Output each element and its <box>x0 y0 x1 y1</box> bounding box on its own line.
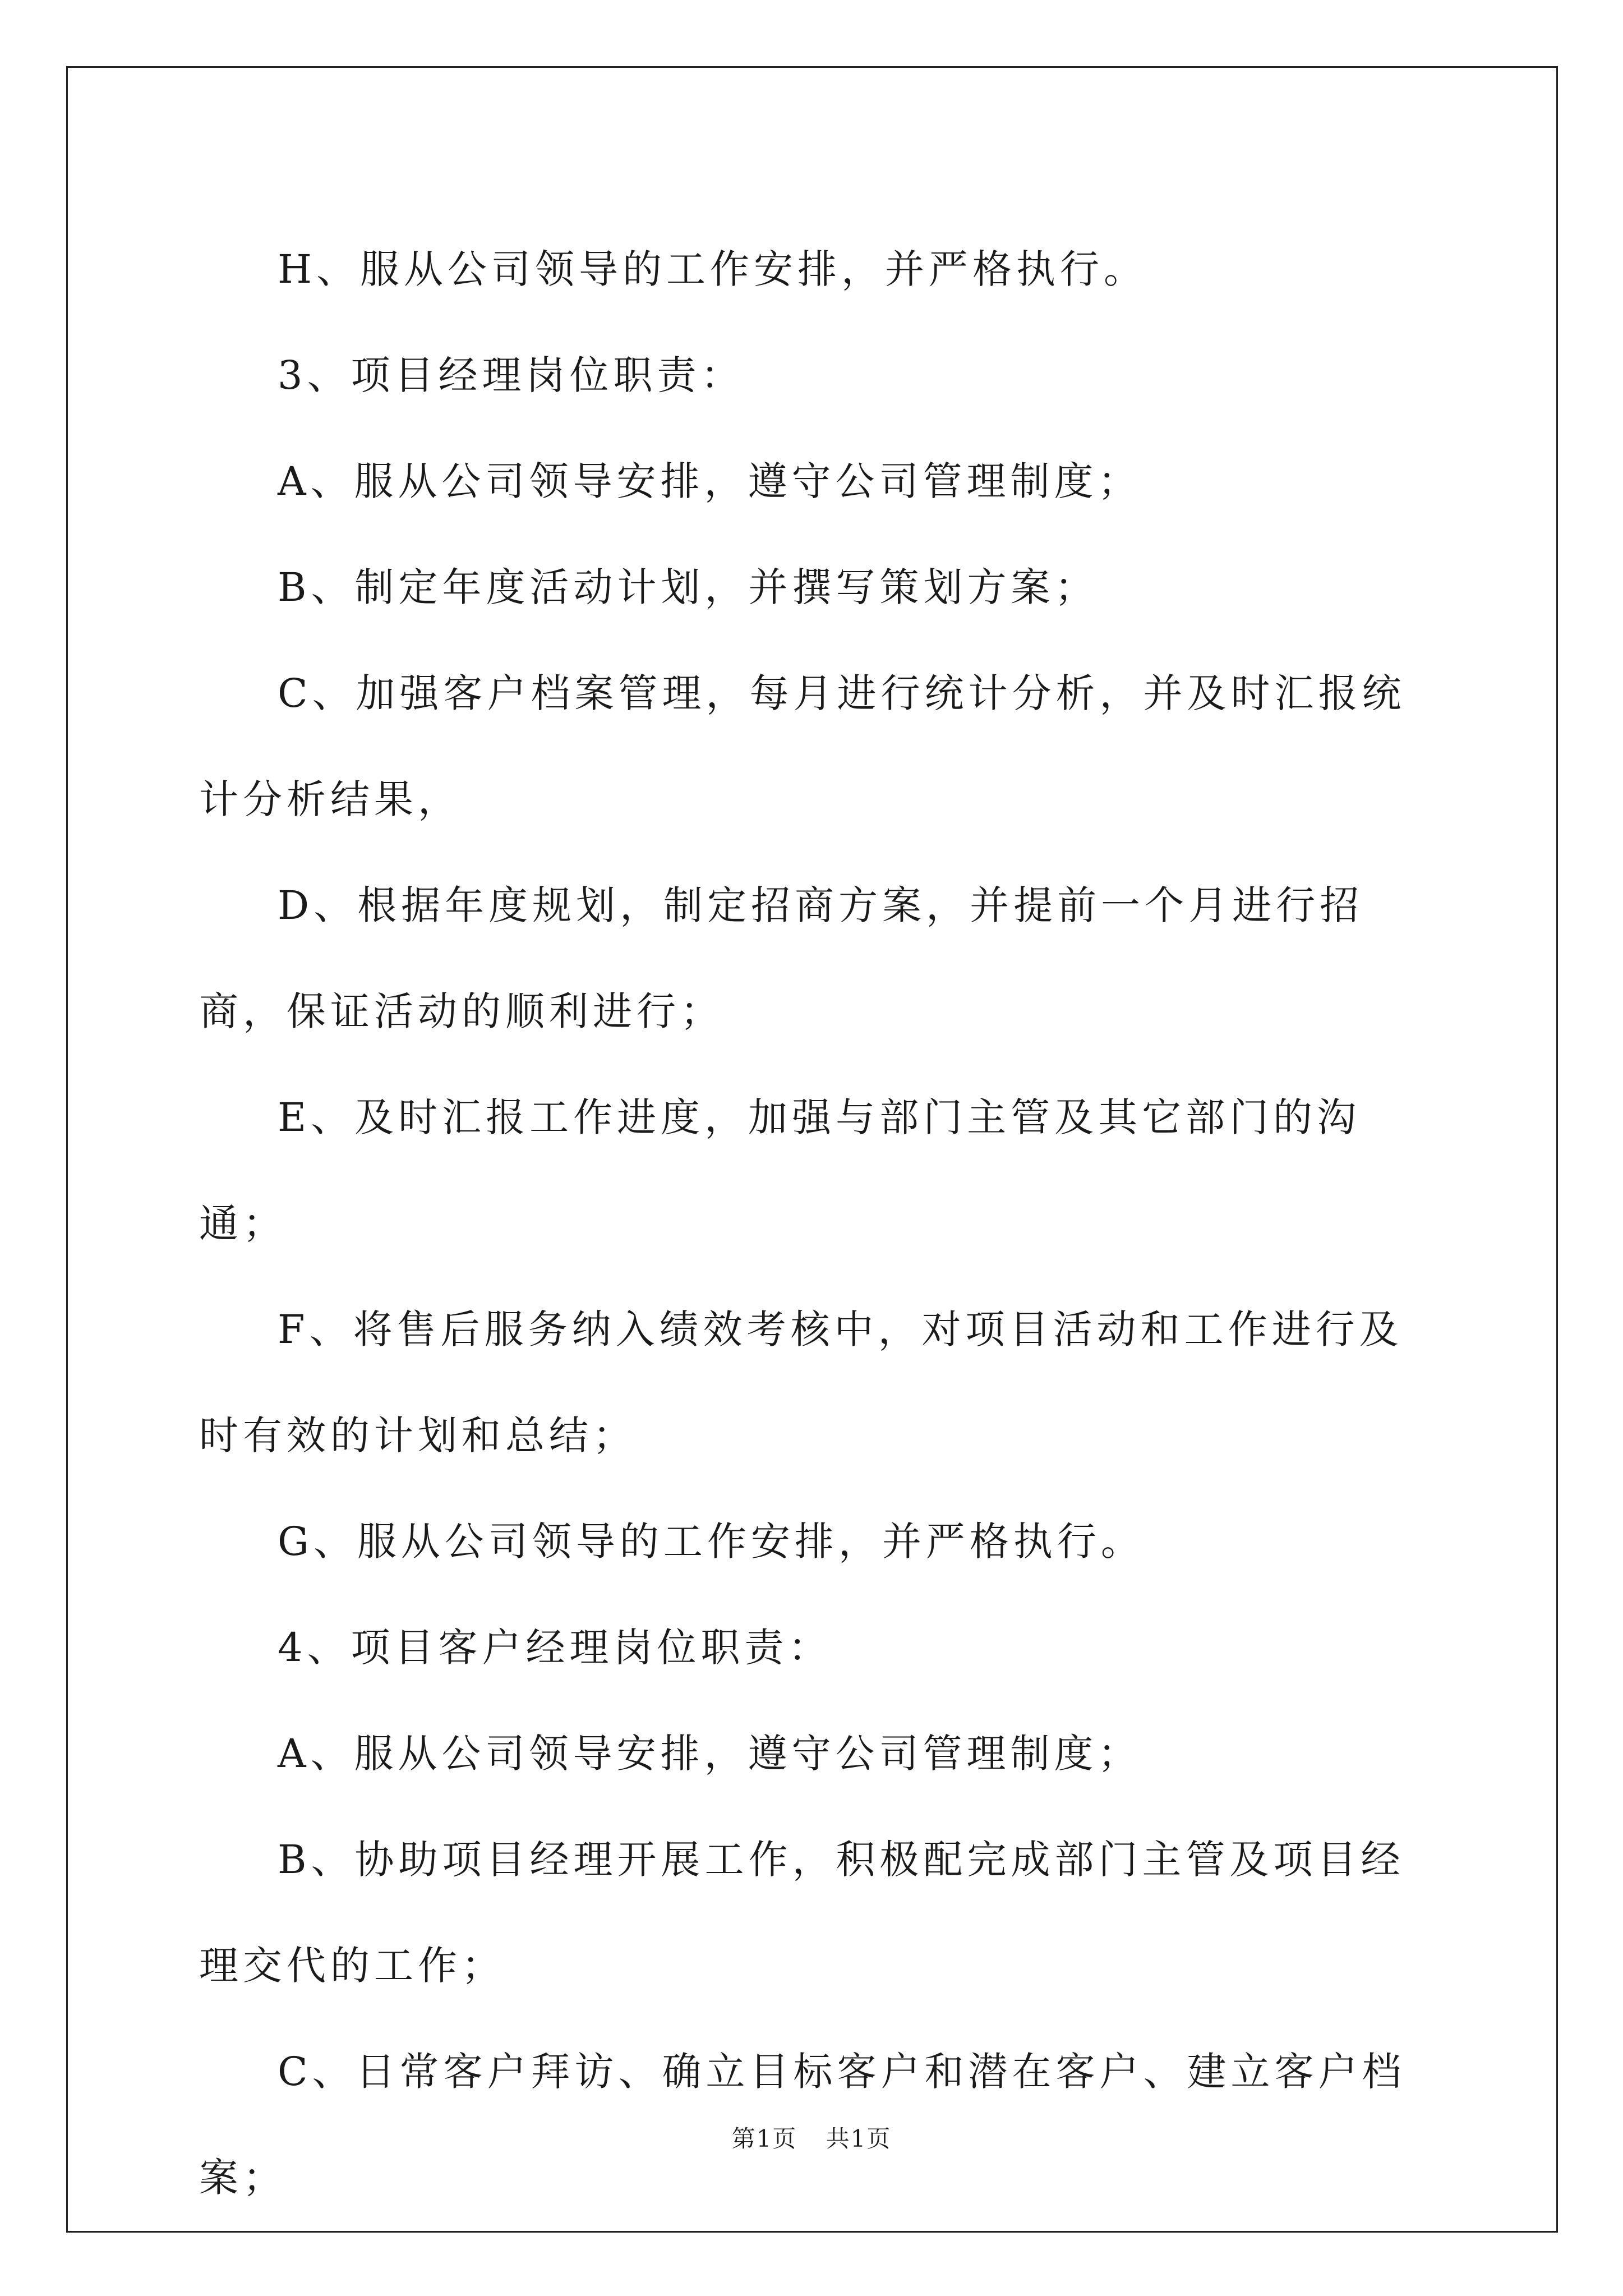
page-number: 第1页 <box>731 2125 797 2152</box>
paragraph: C、加强客户档案管理，每月进行统计分析，并及时汇报统计分析结果， <box>199 670 1406 822</box>
paragraph: B、制定年度活动计划，并撰写策划方案； <box>278 564 1099 610</box>
section-heading: 3、项目经理岗位职责： <box>278 352 745 398</box>
section-heading: 4、项目客户经理岗位职责： <box>278 1625 832 1671</box>
paragraph: C、日常客户拜访、确立目标客户和潜在客户、建立客户档案； <box>199 2049 1406 2201</box>
paragraph: A、服从公司领导安排，遵守公司管理制度； <box>278 458 1142 504</box>
paragraph: D、根据年度规划，制定招商方案，并提前一个月进行招商，保证活动的顺利进行； <box>199 882 1364 1034</box>
document-body <box>199 217 1433 2231</box>
paragraph: G、服从公司领导的工作安排，并严格执行。 <box>278 1519 1145 1565</box>
paragraph: E、及时汇报工作进度，加强与部门主管及其它部门的沟通； <box>199 1094 1361 1246</box>
paragraph: F、将售后服务纳入绩效考核中，对项目活动和工作进行及时有效的计划和总结； <box>199 1306 1403 1458</box>
paragraph: B、协助项目经理开展工作，积极配完成部门主管及项目经理交代的工作； <box>199 1837 1405 1989</box>
paragraph: A、服从公司领导安排，遵守公司管理制度； <box>278 1731 1142 1777</box>
paragraph: H、服从公司领导的工作安排，并严格执行。 <box>278 246 1148 292</box>
page-footer <box>0 2120 1623 2154</box>
page-total: 共1页 <box>826 2125 892 2152</box>
